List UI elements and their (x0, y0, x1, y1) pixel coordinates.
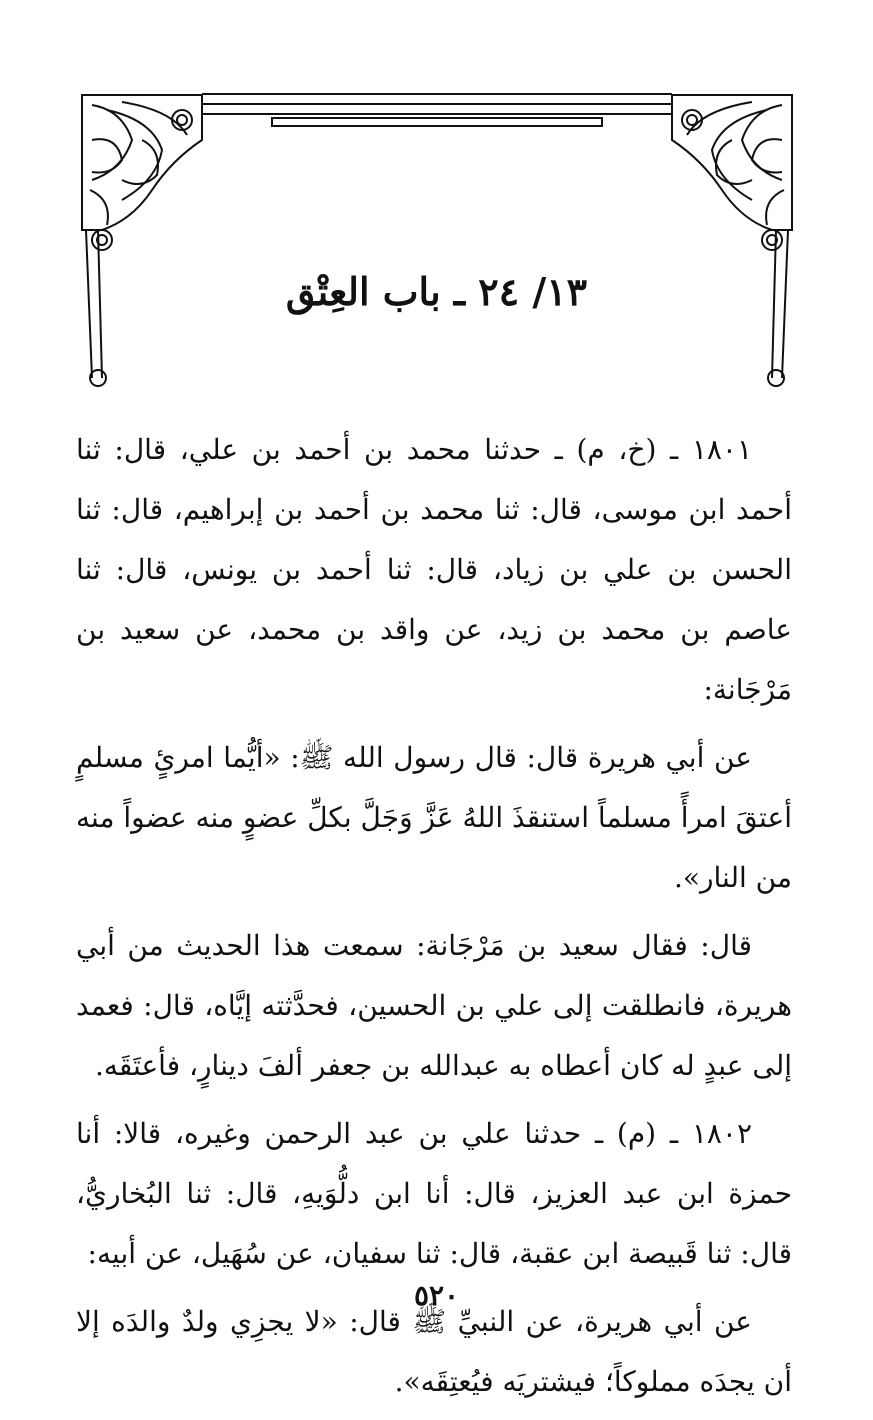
page-number: ٥٢٠ (413, 1279, 460, 1312)
ornamental-frame (62, 80, 812, 390)
paragraph-hadith-1801-isnad: ١٨٠١ ـ (خ، م) ـ حدثنا محمد بن أحمد بن علي، قال: ثنا أحمد ابن موسى، قال: ثنا محمد بن أحمد بن إبراهيم، قال: ثنا الحسن بن علي بن زياد، قال: ثنا أحمد بن يونس، قال: ثنا عاصم بن محمد بن زيد، عن واقد بن محمد، عن سعيد بن مَرْجَانة: (76, 433, 793, 706)
chapter-title: ١٣/ ٢٤ ـ باب العِتْق (285, 269, 588, 314)
main-text (76, 420, 792, 1420)
paragraph-hadith-1801-note: قال: فقال سعيد بن مَرْجَانة: سمعت هذا الحديث من أبي هريرة، فانطلقت إلى علي بن الحسين، فحدَّثته إيَّاه، قال: فعمد إلى عبدٍ له كان أعطاه به عبدالله بن جعفر ألفَ دينارٍ، فأعتَقَه. (76, 929, 792, 1082)
paragraph-hadith-1802-isnad: ١٨٠٢ ـ (م) ـ حدثنا علي بن عبد الرحمن وغيره، قالا: أنا حمزة ابن عبد العزيز، قال: أنا ابن دلُّوَيهِ، قال: ثنا البُخاريُّ، قال: ثنا قَبيصة ابن عقبة، قال: ثنا سفيان، عن سُهَيل، عن أبيه: (76, 1117, 792, 1270)
paragraph-hadith-1802-matn: عن أبي هريرة، عن النبيِّ ﷺ قال: «لا يجزِي ولدٌ والدَه إلا أن يجدَه مملوكاً؛ فيشتريَه فيُعتِقَه». (76, 1305, 792, 1398)
paragraph-hadith-1801-matn: عن أبي هريرة قال: قال رسول الله ﷺ: «أيُّما امرئٍ مسلمٍ أعتقَ امرأً مسلماً استنقذَ اللهُ عَزَّ وَجَلَّ بكلِّ عضوٍ منه عضواً منه من النار». (75, 741, 792, 894)
